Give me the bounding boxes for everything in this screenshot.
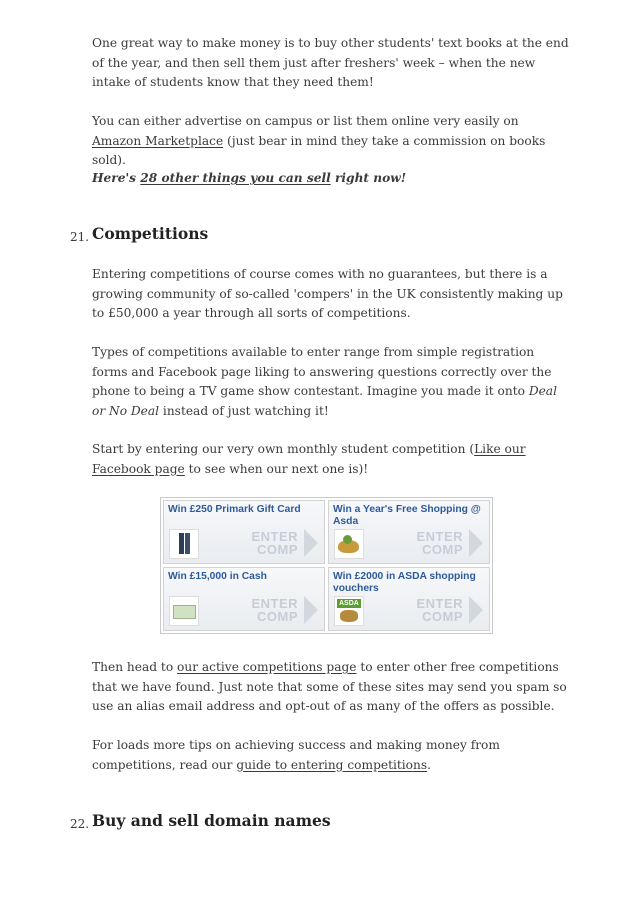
chevron-right-icon <box>469 596 483 624</box>
chevron-right-icon <box>304 529 318 557</box>
competitions-guide-link[interactable]: guide to entering competitions <box>236 757 428 772</box>
facebook-page-link[interactable]: Like our Facebook page <box>92 442 526 476</box>
competitions-paragraph-1: Entering competitions of course comes with no guarantees, but there is a growing community of so-called 'compers' in the UK consistently making up to £50,000 a year through all sorts of competitions. <box>92 267 563 320</box>
food-basket-icon <box>334 529 364 559</box>
card-title: Win £2000 in ASDA shopping vouchers <box>333 571 476 594</box>
enter-comp-button[interactable]: ENTER COMP <box>416 596 463 624</box>
asda-logo-icon <box>334 596 364 626</box>
intro-paragraph-2: You can either advertise on campus or list them online very easily on Amazon Marketplace (just bear in mind they take a commission on books sold). <box>92 114 546 167</box>
card-title: Win a Year's Free Shopping @ Asda <box>333 504 481 527</box>
competitions-paragraph-3: Start by entering our very own monthly student competition (Like our Facebook page to see when our next one is)! <box>92 442 526 476</box>
card-title: Win £15,000 in Cash <box>168 571 267 582</box>
section-21-number: 21. <box>70 230 90 244</box>
enter-comp-button[interactable]: ENTER COMP <box>251 529 298 557</box>
section-21-heading: Competitions <box>92 224 209 243</box>
enter-comp-button[interactable]: ENTER COMP <box>251 596 298 624</box>
competitions-paragraph-5: For loads more tips on achieving success and making money from competitions, read our guide to entering competitions. <box>92 738 500 772</box>
other-things-to-sell-link[interactable]: 28 other things you can sell <box>140 171 331 185</box>
chevron-right-icon <box>469 529 483 557</box>
section-22-number: 22. <box>70 817 90 831</box>
card-title: Win £250 Primark Gift Card <box>168 504 301 515</box>
competition-card-primark[interactable] <box>163 500 325 564</box>
competition-card-cash[interactable] <box>163 567 325 631</box>
competition-card-asda-vouchers[interactable] <box>328 567 490 631</box>
competitions-paragraph-4: Then head to our active competitions page to enter other free competitions that we have found. Just note that some of these sites may send you spam so use an alias email address and opt-out of as many of the offers as possible. <box>92 660 567 713</box>
amazon-marketplace-link[interactable]: Amazon Marketplace <box>92 133 224 148</box>
section-22-heading: Buy and sell domain names <box>92 811 331 830</box>
intro-paragraph-1: One great way to make money is to buy other students' text books at the end of the year, and then sell them just after freshers' week – when the new intake of students know that they need them! <box>92 36 569 89</box>
enter-comp-button[interactable]: ENTER COMP <box>416 529 463 557</box>
cash-icon <box>169 596 199 626</box>
competition-card-asda-shopping[interactable] <box>328 500 490 564</box>
intro-paragraph-3: Here's 28 other things you can sell right now! <box>92 171 407 185</box>
competition-banners <box>160 497 493 634</box>
chevron-right-icon <box>304 596 318 624</box>
competitions-paragraph-2: Types of competitions available to enter range from simple registration forms and Facebook page liking to answering questions correctly over the phone to being a TV game show contestant. Imagine you made it onto Deal or No Deal instead of just watching it! <box>92 345 557 418</box>
deal-or-no-deal-title: Deal or No Deal <box>92 384 557 418</box>
active-competitions-link[interactable]: our active competitions page <box>177 660 357 674</box>
jeans-icon <box>169 529 199 559</box>
